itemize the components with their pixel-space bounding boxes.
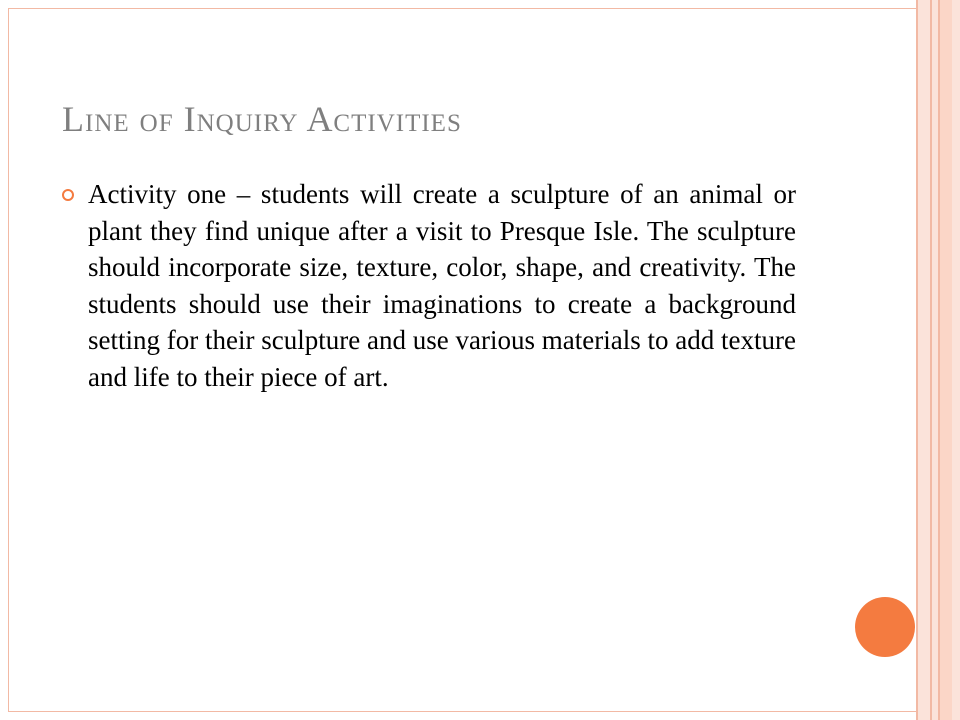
slide-title: Line of Inquiry Activities [62,99,462,139]
decorative-stripe [952,0,960,720]
bullet-list [62,176,796,395]
frame-bottom-border [8,711,916,712]
accent-circle [855,597,915,657]
bullet-circle-icon [62,189,74,201]
frame-left-border [8,8,9,712]
bullet-item [62,176,796,395]
decorative-stripe [918,0,930,720]
frame-top-border [8,8,916,9]
decorative-stripe [940,0,952,720]
bullet-text: Activity one – students will create a sculpture of an animal or plant they find unique after a visit to Presque Isle. The sculpture should incorporate size, texture, color, shape, and creativity. The students should use their imaginations to create a background setting for their sculpture and use various materials to add texture and life to their piece of art. [88,179,796,392]
